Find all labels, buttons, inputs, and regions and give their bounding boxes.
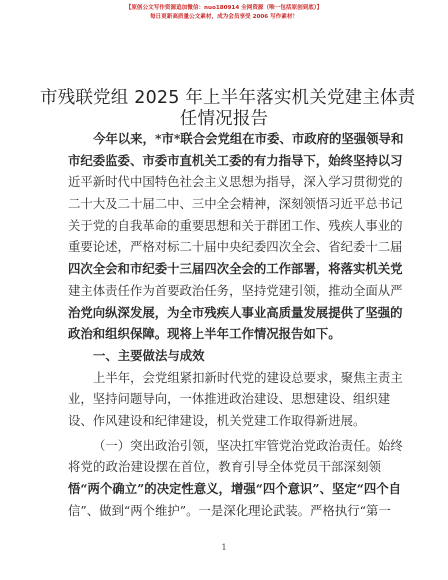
paragraph-1-line: 四次全会和市纪委十三届四次全会的工作部署，将落实机关党	[68, 261, 403, 277]
paragraph-3-line: （一）突出政治引领，坚决扛牢管党治党政治责任。始终	[93, 437, 403, 453]
page-number: 1	[221, 543, 227, 552]
paragraph-1-line: 二十大及二十届二中、三中全会精神，深刻领悟习近平总书记	[68, 196, 403, 212]
paragraph-2-line: 上半年，会党组紧扣新时代党的建设总要求，聚焦主责主	[93, 369, 403, 385]
watermark-line-2: 每日更新高质量公文素材，成为会员享受 2006 写作素材！	[149, 14, 299, 20]
paragraph-1-line: 近平新时代中国特色社会主义思想为指导，深入学习贯彻党的	[68, 174, 403, 190]
section-heading-1: 一、主要做法与成效	[93, 347, 205, 363]
paragraph-1-line: 重要论述，严格对标二十届中央纪委四次全会、省纪委十二届	[68, 239, 403, 255]
paragraph-2-line: 业，坚持问题导向，一体推进政治建设、思想建设、组织建	[68, 391, 391, 407]
paragraph-1-line: 关于党的自我革命的重要思想和关于群团工作、残疾人事业的	[68, 217, 403, 233]
document-title-line-1: 市残联党组 2025 年上半年落实机关党建主体责	[40, 88, 416, 108]
paragraph-3-line: 将党的政治建设摆在首位，教育引导全体党员干部深刻领	[68, 459, 381, 475]
paragraph-3-line: 信”、做到“两个维护”。一是深化理论武装。严格执行“第一	[68, 502, 391, 518]
watermark-line-1: 【原创公文写作资源追加微信：nuo180914 全网资源（唯一包括原创到底）】	[125, 5, 323, 11]
paragraph-1-line: 市纪委监委、市委市直机关工委的有力指导下，始终坚持以习	[68, 152, 403, 168]
paragraph-3-line: 悟“两个确立”的决定性意义，增强“四个意识”、坚定“四个自	[68, 481, 402, 496]
paragraph-1-line: 建主体责任作为首要政治任务，坚持党建引领，推动全面从严	[68, 282, 403, 298]
document-body	[68, 128, 404, 521]
paragraph-1-line: 政治和组织保障。现将上半年工作情况报告如下。	[68, 326, 341, 342]
paragraph-1-line: 治党向纵深发展，为全市残疾人事业高质量发展提供了坚强的	[68, 304, 403, 320]
document-title-line-2: 任情况报告	[179, 109, 269, 129]
paragraph-2-line: 设、作风建设和纪律建设，机关党建工作取得新进展。	[68, 412, 366, 428]
watermark-banner	[60, 4, 388, 22]
paragraph-1-line: 今年以来，*市*联合会党组在市委、市政府的坚强领导和	[93, 131, 404, 146]
